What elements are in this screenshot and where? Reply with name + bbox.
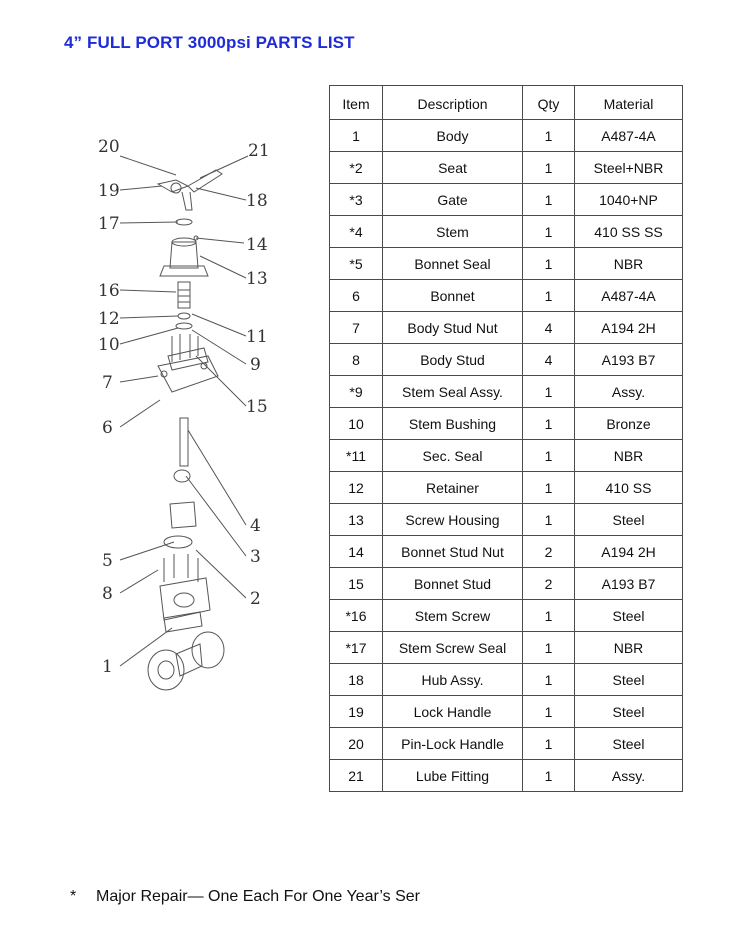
cell-item: 10 [330,408,383,440]
callout-7: 7 [102,373,113,393]
cell-qty: 1 [523,632,575,664]
callout-12: 12 [98,309,120,329]
callout-18: 18 [246,191,268,211]
table-row [330,376,683,408]
cell-description: Stem Seal Assy. [383,376,523,408]
cell-item: 19 [330,696,383,728]
cell-material: 410 SS [575,472,683,504]
cell-description: Body Stud Nut [383,312,523,344]
table-header-row [330,86,683,120]
callout-14: 14 [246,235,268,255]
cell-item: *11 [330,440,383,472]
cell-qty: 4 [523,312,575,344]
table-row [330,536,683,568]
cell-description: Pin-Lock Handle [383,728,523,760]
callout-16: 16 [98,281,120,301]
cell-qty: 4 [523,344,575,376]
cell-description: Lock Handle [383,696,523,728]
callout-15: 15 [246,397,268,417]
cell-material: 1040+NP [575,184,683,216]
cell-qty: 1 [523,760,575,792]
cell-material: A193 B7 [575,568,683,600]
callout-9: 9 [250,355,261,375]
table-row [330,664,683,696]
cell-qty: 1 [523,440,575,472]
cell-description: Bonnet Stud Nut [383,536,523,568]
cell-qty: 2 [523,568,575,600]
cell-item: 7 [330,312,383,344]
cell-item: 13 [330,504,383,536]
cell-description: Hub Assy. [383,664,523,696]
table-row [330,632,683,664]
cell-item: 15 [330,568,383,600]
callout-3: 3 [250,547,261,567]
cell-item: *2 [330,152,383,184]
cell-qty: 1 [523,408,575,440]
table-row [330,184,683,216]
cell-item: 8 [330,344,383,376]
cell-description: Seat [383,152,523,184]
cell-material: A487-4A [575,120,683,152]
cell-item: *17 [330,632,383,664]
cell-material: Bronze [575,408,683,440]
cell-description: Stem Bushing [383,408,523,440]
cell-material: Steel [575,664,683,696]
footnote [70,888,420,906]
cell-qty: 1 [523,280,575,312]
table-row [330,280,683,312]
table-row [330,504,683,536]
cell-qty: 1 [523,664,575,696]
cell-qty: 1 [523,120,575,152]
cell-description: Sec. Seal [383,440,523,472]
cell-description: Stem Screw [383,600,523,632]
cell-material: Steel [575,728,683,760]
header-description: Description [383,86,523,120]
callout-4: 4 [250,516,261,536]
callout-10: 10 [98,335,120,355]
table-row [330,312,683,344]
cell-item: 20 [330,728,383,760]
cell-qty: 1 [523,376,575,408]
cell-qty: 1 [523,504,575,536]
cell-qty: 1 [523,248,575,280]
cell-qty: 1 [523,696,575,728]
exploded-view-diagram [96,130,278,695]
table-row [330,440,683,472]
cell-description: Bonnet Seal [383,248,523,280]
footnote-text: Major Repair— One Each For One Year’s Ser [96,888,421,905]
table-row [330,600,683,632]
cell-description: Body [383,120,523,152]
cell-material: A194 2H [575,312,683,344]
callout-8: 8 [102,584,113,604]
header-item: Item [330,86,383,120]
cell-material: A193 B7 [575,344,683,376]
cell-material: Assy. [575,760,683,792]
table-row [330,152,683,184]
cell-material: Steel [575,600,683,632]
cell-material: A194 2H [575,536,683,568]
cell-item: 21 [330,760,383,792]
callout-5: 5 [102,551,113,571]
table-row [330,472,683,504]
cell-material: NBR [575,440,683,472]
table-row [330,216,683,248]
cell-item: 12 [330,472,383,504]
callout-11: 11 [246,327,268,347]
cell-qty: 1 [523,216,575,248]
cell-material: Steel+NBR [575,152,683,184]
cell-item: *4 [330,216,383,248]
cell-material: NBR [575,632,683,664]
cell-item: 6 [330,280,383,312]
cell-item: *16 [330,600,383,632]
cell-description: Retainer [383,472,523,504]
parts-table [329,85,683,792]
cell-description: Bonnet Stud [383,568,523,600]
header-material: Material [575,86,683,120]
parts-table-body [330,120,683,792]
callout-2: 2 [250,589,261,609]
cell-material: 410 SS SS [575,216,683,248]
cell-material: A487-4A [575,280,683,312]
cell-item: 18 [330,664,383,696]
callout-20: 20 [98,137,120,157]
header-qty: Qty [523,86,575,120]
cell-material: NBR [575,248,683,280]
cell-qty: 1 [523,152,575,184]
cell-description: Gate [383,184,523,216]
cell-material: Steel [575,696,683,728]
cell-item: *3 [330,184,383,216]
cell-description: Bonnet [383,280,523,312]
cell-qty: 1 [523,600,575,632]
cell-qty: 1 [523,728,575,760]
table-row [330,344,683,376]
callout-17: 17 [98,214,120,234]
callout-6: 6 [102,418,113,438]
cell-item: *5 [330,248,383,280]
cell-qty: 2 [523,536,575,568]
cell-qty: 1 [523,184,575,216]
page-title: 4” FULL PORT 3000psi PARTS LIST [64,33,355,52]
cell-item: 14 [330,536,383,568]
table-row [330,568,683,600]
cell-description: Body Stud [383,344,523,376]
cell-description: Stem Screw Seal [383,632,523,664]
table-row [330,408,683,440]
table-row [330,760,683,792]
callout-13: 13 [246,269,268,289]
callout-21: 21 [248,141,270,161]
callout-19: 19 [98,181,120,201]
cell-material: Assy. [575,376,683,408]
cell-item: *9 [330,376,383,408]
table-row [330,728,683,760]
cell-qty: 1 [523,472,575,504]
cell-item: 1 [330,120,383,152]
callout-1: 1 [102,657,113,677]
cell-material: Steel [575,504,683,536]
cell-description: Screw Housing [383,504,523,536]
table-row [330,248,683,280]
table-row [330,696,683,728]
cell-description: Stem [383,216,523,248]
footnote-symbol: * [70,888,77,905]
table-row [330,120,683,152]
cell-description: Lube Fitting [383,760,523,792]
